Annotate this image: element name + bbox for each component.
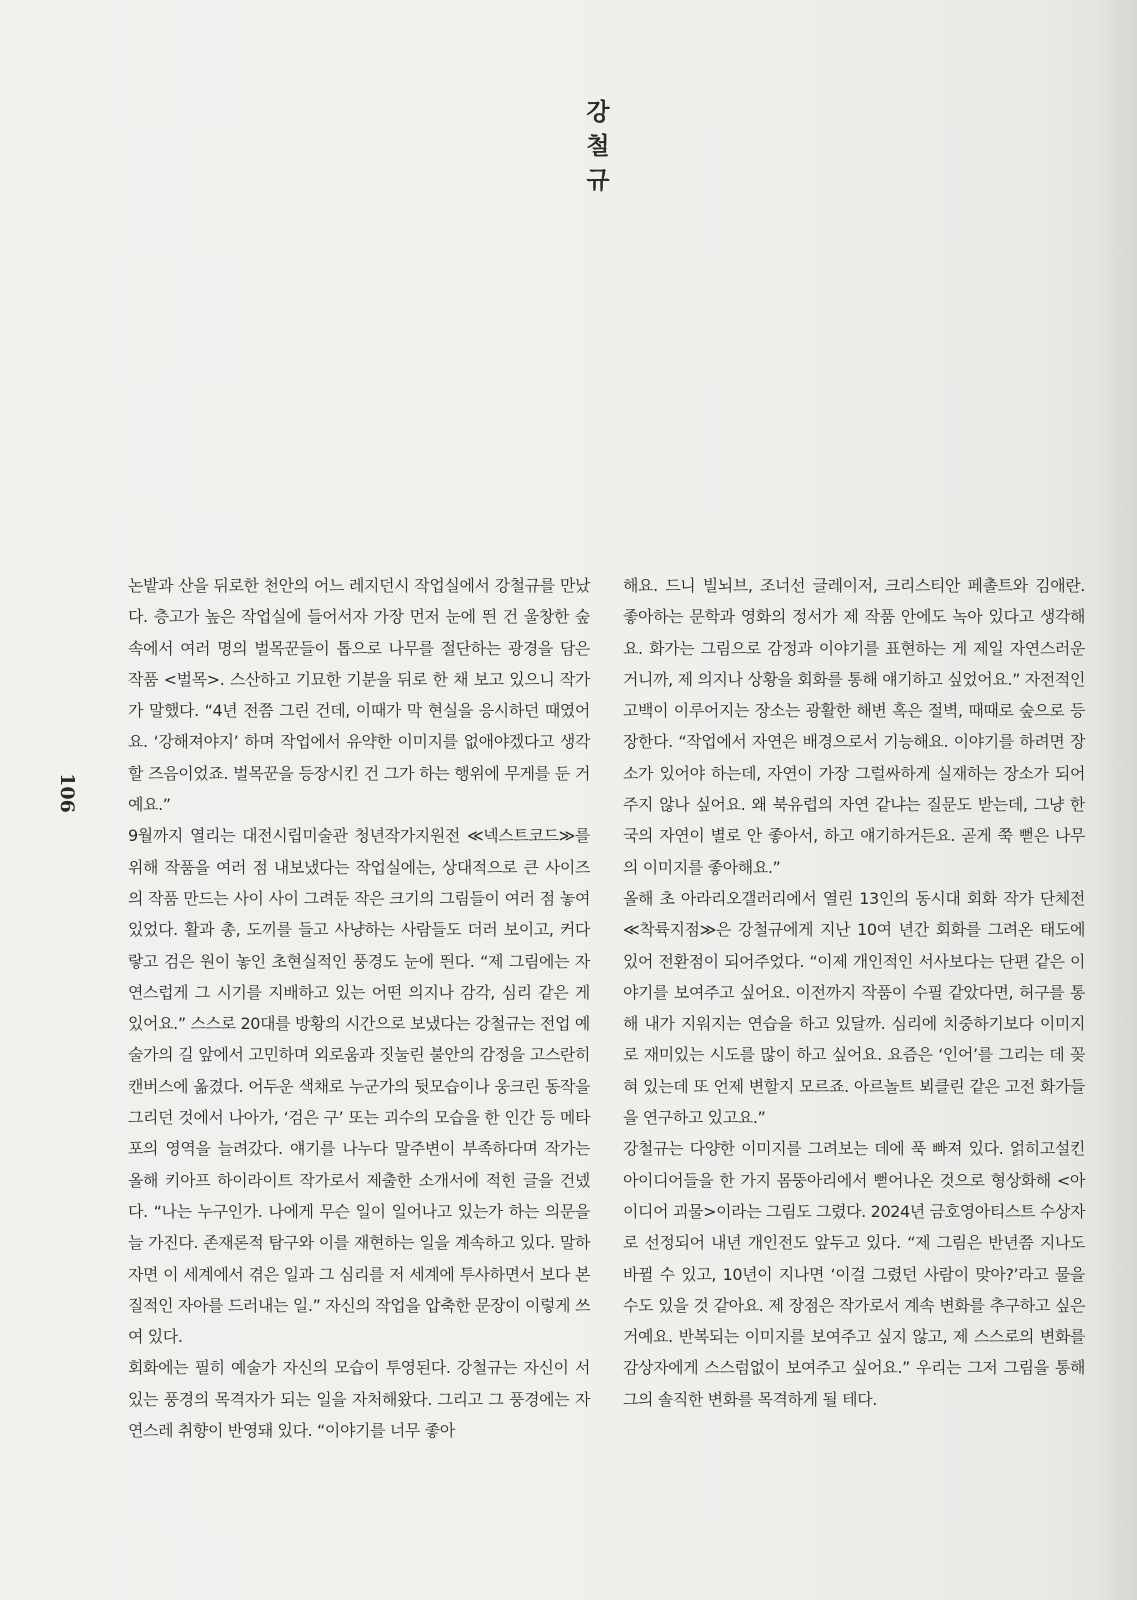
article-title	[568, 95, 628, 197]
paragraph: 논밭과 산을 뒤로한 천안의 어느 레지던시 작업실에서 강철규를 만났다. 층고가 높은 작업실에 들어서자 가장 먼저 눈에 띈 건 울창한 숲속에서 여러 명의 벌목꾼들이 톱으로 나무를 절단하는 광경을 담은 작품 <벌목>. 스산하고 기묘한 기분을 뒤로 한 채 보고 있으니 작가가 말했다. “4년 전쯤 그린 건데, 이때가 막 현실을 응시하던 때였어요. ‘강해져야지’ 하며 작업에서 유약한 이미지를 없애야겠다고 생각할 즈음이었죠. 벌목꾼을 등장시킨 건 그가 하는 행위에 무게를 둔 거예요.”	[128, 576, 590, 815]
page-edge-shadow	[1097, 0, 1137, 1600]
paragraph: 올해 초 아라리오갤러리에서 열린 13인의 동시대 회화 작가 단체전 ≪착륙지점≫은 강철규에게 지난 10여 년간 회화를 그려온 태도에 있어 전환점이 되어주었다. “이제 개인적인 서사보다는 단편 같은 이야기를 보여주고 싶어요. 이전까지 작품이 수필 같았다면, 허구를 통해 내가 지워지는 연습을 하고 있달까. 심리에 치중하기보다 이미지로 재미있는 시도를 많이 하고 싶어요. 요즘은 ‘인어’를 그리는 데 꽂혀 있는데 또 언제 변할지 모르죠. 아르놀트 뵈클린 같은 고전 화가들을 연구하고 있고요.”	[623, 888, 1085, 1128]
title-char: 규	[586, 166, 610, 194]
paragraph: 9월까지 열리는 대전시립미술관 청년작가지원전 ≪넥스트코드≫를 위해 작품을 여러 점 내보냈다는 작업실에는, 상대적으로 큰 사이즈의 작품 만드는 사이 사이 그려둔 작은 크기의 그림들이 여러 점 놓여 있었다. 활과 총, 도끼를 들고 사냥하는 사람들도 더러 보이고, 커다랗고 검은 원이 놓인 초현실적인 풍경도 눈에 띈다. “제 그림에는 자연스럽게 그 시기를 지배하고 있는 어떤 의지나 감각, 심리 같은 게 있어요.” 스스로 20대를 방황의 시간으로 보냈다는 강철규는 전업 예술가의 길 앞에서 고민하며 외로움과 짓눌린 불안의 감정을 고스란히 캔버스에 옮겼다. 어두운 색채로 누군가의 뒷모습이나 웅크린 동작을 그리던 것에서 나아가, ‘검은 구’ 또는 괴수의 모습을 한 인간 등 메타포의 영역을 늘려갔다. 얘기를 나누다 말주변이 부족하다며 작가는 올해 키아프 하이라이트 작가로서 제출한 소개서에 적힌 글을 건넸다. “나는 누구인가. 나에게 무슨 일이 일어나고 있는가 하는 의문을 늘 가진다. 존재론적 탐구와 이를 재현하는 일을 계속하고 있다. 말하자면 이 세계에서 겪은 일과 그 심리를 저 세계에 투사하면서 보다 본질적인 자아를 드러내는 일.” 자신의 작업을 압축한 문장이 이렇게 쓰여 있다.	[128, 826, 590, 1347]
title-char: 강	[586, 98, 610, 126]
title-char: 철	[586, 132, 610, 160]
paragraph: 강철규는 다양한 이미지를 그려보는 데에 푹 빠져 있다. 얽히고설킨 아이디어들을 한 가지 몸뚱아리에서 뻗어나온 것으로 형상화해 <아이디어 괴물>이라는 그림도 그렸다. 2024년 금호영아티스트 수상자로 선정되어 내년 개인전도 앞두고 있다. “제 그림은 반년쯤 지나도 바뀔 수 있고, 10년이 지나면 ‘이걸 그렸던 사람이 맞아?’라고 물을 수도 있을 것 같아요. 제 장점은 작가로서 계속 변화를 추구하고 싶은 거예요. 반복되는 이미지를 보여주고 싶지 않고, 제 스스로의 변화를 감상자에게 스스럼없이 보여주고 싶어요.” 우리는 그저 그림을 통해 그의 솔직한 변화를 목격하게 될 테다.	[623, 1139, 1085, 1409]
paragraph: 해요. 드니 빌뇌브, 조너선 글레이저, 크리스티안 페촐트와 김애란. 좋아하는 문학과 영화의 정서가 제 작품 안에도 녹아 있다고 생각해요. 화가는 그림으로 감정과 이야기를 표현하는 게 제일 자연스러운 거니까, 제 의지나 상황을 회화를 통해 얘기하고 싶었어요.” 자전적인 고백이 이루어지는 장소는 광활한 해변 혹은 절벽, 때때로 숲으로 등장한다. “작업에서 자연은 배경으로서 기능해요. 이야기를 하려면 장소가 있어야 하는데, 자연이 가장 그럴싸하게 실재하는 장소가 되어주지 않나 싶어요. 왜 북유럽의 자연 같냐는 질문도 받는데, 그냥 한국의 자연이 별로 안 좋아서, 하고 얘기하거든요. 곧게 쭉 뻗은 나무의 이미지를 좋아해요.”	[623, 576, 1085, 877]
left-text-column	[128, 570, 590, 1446]
right-text-column	[623, 570, 1085, 1415]
page-number: 106	[56, 773, 78, 813]
paragraph: 회화에는 필히 예술가 자신의 모습이 투영된다. 강철규는 자신이 서 있는 풍경의 목격자가 되는 일을 자처해왔다. 그리고 그 풍경에는 자연스레 취향이 반영돼 있다. “이야기를 너무 좋아	[128, 1358, 590, 1441]
